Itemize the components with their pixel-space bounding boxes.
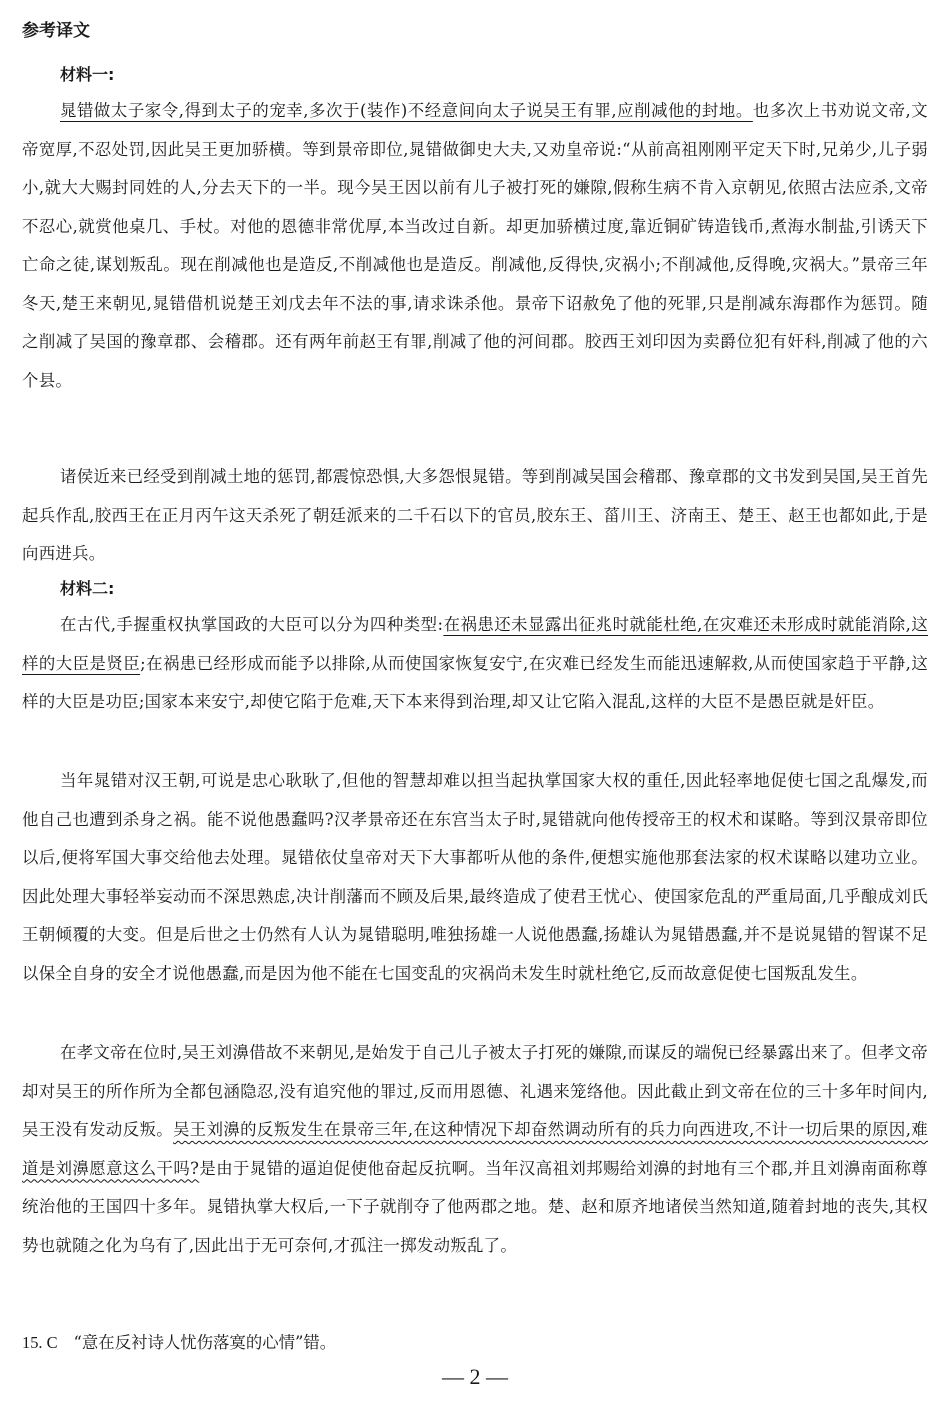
paragraph-text: 当年晁错对汉王朝,可说是忠心耿耿了,但他的智慧却难以担当起执掌国家大权的重任,因此轻率地促使七国之乱爆发,而他自己也遭到杀身之祸。能不说他愚蠢吗?汉孝景帝还在东宫当太子时,晁错就向他传授帝王的权术和谋略。等到汉景帝即位以后,便将军国大事交给他去处理。晁错依仗皇帝对天下大事都听从他的条件,便想实施他那套法家的权术谋略以建功立业。因此处理大事轻举妄动而不深思熟虑,决计削藩而不顾及后果,最终造成了使君王忧心、使国家危乱的严重局面,几乎酿成刘氏王朝倾覆的大变。但是后世之士仍然有人认为晁错聪明,唯独扬雄一人说他愚蠢,扬雄认为晁错愚蠢,并不是说晁错的智谋不足以保全自身的安全才说他愚蠢,而是因为他不能在七国变乱的灾祸尚未发生时就杜绝它,反而故意促使七国叛乱发生。 [22, 771, 928, 983]
answer-line [22, 1330, 336, 1356]
material-1-paragraph-2 [22, 458, 928, 574]
paragraph-text: 在孝文帝在位时,吴王刘濞借故不来朝见,是始发于自己儿子被太子打死的嫌隙,而谋反的端倪已经暴露出来了。但孝文帝却对吴王的所作所为全都包涵隐忍,没有追究他的罪过,反而用恩德、礼遇来笼络他。因此截止到文帝在位的三十多年时间内,吴王没有发动反叛。 [22, 1043, 928, 1139]
paragraph-text: 也多次上书劝说文帝,文帝宽厚,不忍处罚,因此吴王更加骄横。等到景帝即位,晁错做御史大夫,又劝皇帝说:“从前高祖刚刚平定天下时,兄弟少,儿子弱小,就大大赐封同姓的人,分去天下的一半。现今吴王因以前有儿子被打死的嫌隙,假称生病不肯入京朝见,依照古法应杀,文帝不忍心,就赏他桌几、手杖。对他的恩德非常优厚,本当改过自新。却更加骄横过度,靠近铜矿铸造钱币,煮海水制盐,引诱天下亡命之徒,谋划叛乱。现在削减他也是造反,不削减他也是造反。削减他,反得快,灾祸小;不削减他,反得晚,灾祸大。”景帝三年冬天,楚王来朝见,晁错借机说楚王刘戊去年不法的事,请求诛杀他。景帝下诏赦免了他的死罪,只是削减东海郡作为惩罚。随之削减了吴国的豫章郡、会稽郡。还有两年前赵王有罪,削减了他的河间郡。胶西王刘印因为卖爵位犯有奸科,削减了他的六个县。 [22, 101, 929, 390]
paragraph-text: 是由于晁错的逼迫促使他奋起反抗啊。当年汉高祖刘邦赐给刘濞的封地有三个郡,并且刘濞南面称尊统治他的王国四十多年。晁错执掌大权后,一下子就削夺了他两郡之地。楚、赵和原齐地诸侯当然知道,随着封地的丧失,其权势也就随之化为乌有了,因此出于无可奈何,才孤注一掷发动叛乱了。 [22, 1158, 928, 1255]
answer-number: 15. C [22, 1333, 58, 1352]
material-2-paragraph-3 [22, 1034, 928, 1265]
underlined-sentence: 在祸患还未显露出征兆时就能杜绝,在灾难还未形成时就能消除,这样的大臣是贤臣 [22, 615, 929, 673]
material-2-label: 材料二: [60, 579, 115, 598]
wavy-underlined-sentence: 吴王刘濞的反叛发生在景帝三年,在这种情况下却奋然调动所有的兵力向西进攻,不计一切后果的原因,难道是刘濞愿意这么干吗? [22, 1120, 928, 1178]
page-number: — 2 — [442, 1364, 508, 1389]
material-1-label: 材料一: [60, 65, 115, 84]
material-2-paragraph-1 [22, 606, 928, 722]
paragraph-text: ;在祸患已经形成而能予以排除,从而使国家恢复安宁,在灾难已经发生而能迅速解救,从而使国家趋于平静,这样的大臣是功臣;国家本来安宁,却使它陷于危难,天下本来得到治理,却又让它陷入混乱,这样的大臣不是愚臣就是奸臣。 [22, 653, 929, 711]
paragraph-text: 在古代,手握重权执掌国政的大臣可以分为四种类型: [60, 615, 444, 634]
section-heading: 参考译文 [22, 21, 90, 41]
material-1-paragraph-1 [22, 92, 928, 400]
underlined-sentence: 晁错做太子家令,得到太子的宠幸,多次于(装作)不经意间向太子说吴王有罪,应削减他的封地。 [60, 101, 753, 120]
answer-text: “意在反衬诗人忧伤落寞的心情”错。 [73, 1333, 337, 1352]
material-2-paragraph-2 [22, 762, 928, 993]
paragraph-text: 诸侯近来已经受到削减土地的惩罚,都震惊恐惧,大多怨恨晁错。等到削减吴国会稽郡、豫章郡的文书发到吴国,吴王首先起兵作乱,胶西王在正月丙午这天杀死了朝廷派来的二千石以下的官员,胶东王、菑川王、济南王、楚王、赵王也都如此,于是向西进兵。 [22, 467, 928, 563]
